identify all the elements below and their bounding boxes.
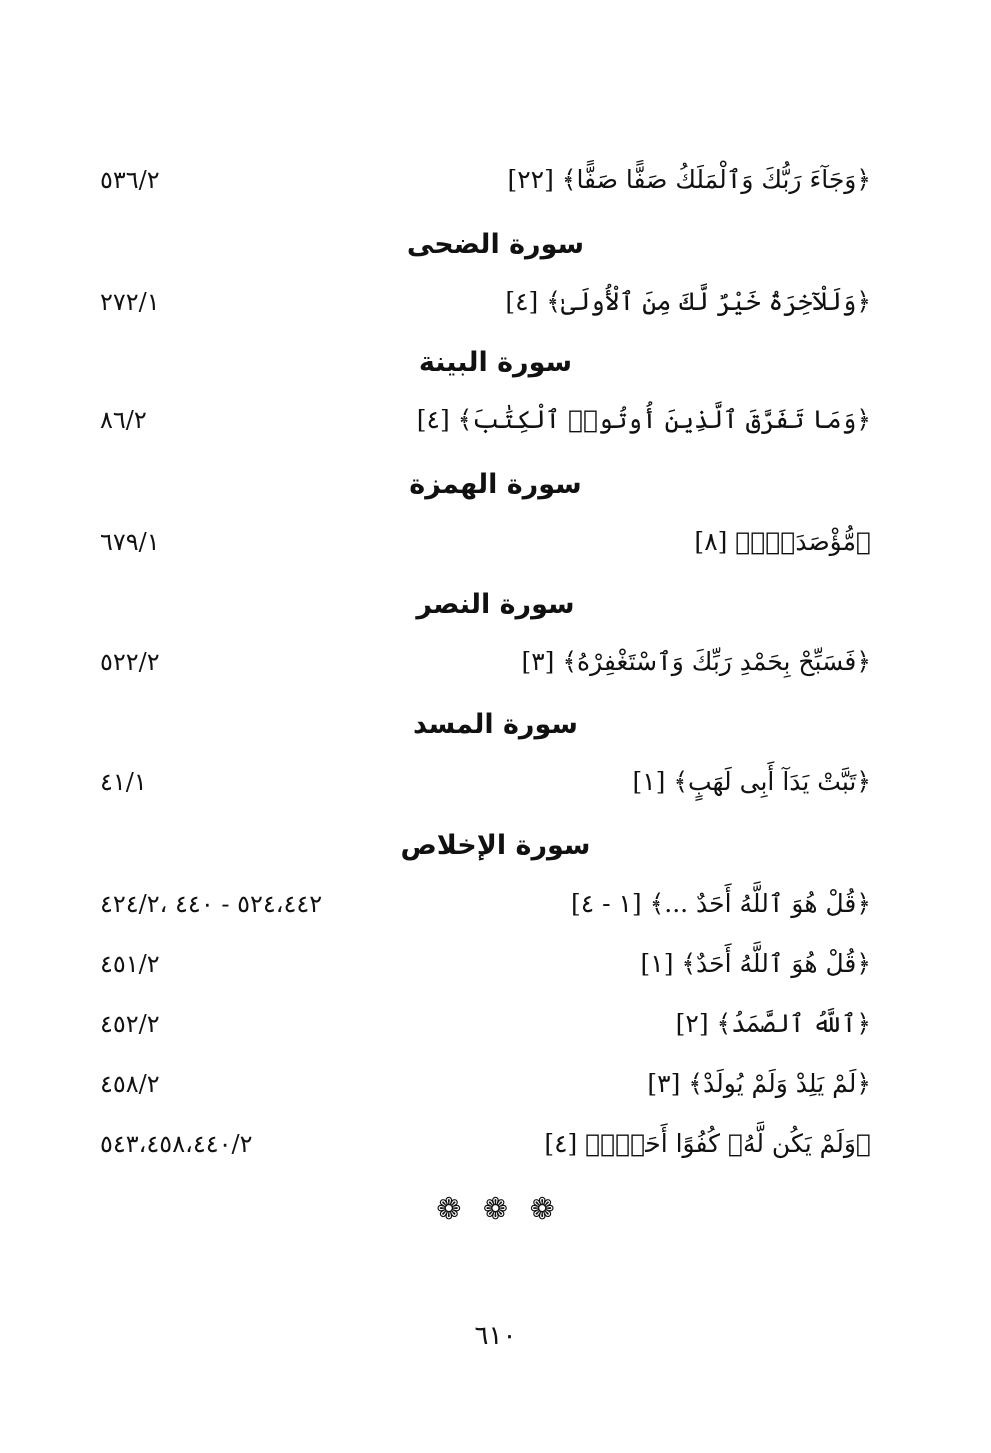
verse-entry <box>100 1064 871 1104</box>
verse-entry <box>100 1124 871 1164</box>
verse-entry <box>100 400 871 440</box>
verse-reference: ٨٦/٢ <box>100 406 147 434</box>
verse-text: ﴿قُلْ هُوَ ٱللَّهُ أَحَدٌ﴾ [١] <box>640 949 871 978</box>
verse-entry <box>100 1004 871 1044</box>
verse-reference: ٤٥٨/٢ <box>100 1070 160 1098</box>
surah-heading: سورة الهمزة <box>409 469 582 500</box>
verse-reference: ٦٧٩/١ <box>100 528 160 556</box>
verse-entry <box>100 160 871 200</box>
verse-reference: ٢٧٢/١ <box>100 288 160 316</box>
verse-entry <box>100 642 871 682</box>
section-end-ornaments <box>0 1192 991 1228</box>
verse-entry <box>100 522 871 562</box>
page-number: ٦١٠ <box>474 1321 517 1351</box>
verse-text: ﴿قُلْ هُوَ ٱللَّهُ أَحَدٌ ...﴾ [١ - ٤] <box>570 889 871 918</box>
verse-reference: ٤١/١ <box>100 768 147 796</box>
verse-reference: ٥٢٢/٢ <box>100 648 160 676</box>
verse-text: ﴿لَمْ يَلِدْ وَلَمْ يُولَدْ﴾ [٣] <box>647 1069 871 1098</box>
surah-heading: سورة المسد <box>413 709 578 740</box>
surah-heading: سورة الضحى <box>406 229 585 260</box>
verse-text: ﴿وَجَآءَ رَبُّكَ وَٱلْمَلَكُ صَفًّا صَفًّا﴾ [٢٢] <box>507 165 871 194</box>
verse-text: ﴿ٱللَّهُ ٱلصَّمَدُ﴾ [٢] <box>675 1009 871 1038</box>
verse-text: ﴿تَبَّتْ يَدَآ أَبِى لَهَبٍ﴾ [١] <box>632 767 871 796</box>
verse-reference: ٥٤٣،٤٥٨،٤٤٠/٢ <box>100 1130 253 1158</box>
verse-text: ﴿وَلَلْآخِرَةُ خَيْرٌ لَّكَ مِنَ ٱلْأُولَىٰ﴾ [٤] <box>505 287 871 316</box>
flower-ornament-icon: ❁ <box>529 1192 555 1227</box>
verse-entry <box>100 282 871 322</box>
surah-heading: سورة البينة <box>418 347 573 378</box>
verse-text: ﴿مُّؤْصَدَةٌۢ﴾ [٨] <box>694 527 871 556</box>
verse-entry <box>100 884 871 924</box>
verse-entry <box>100 944 871 984</box>
surah-heading: سورة الإخلاص <box>400 830 591 861</box>
flower-ornament-icon: ❁ <box>482 1192 509 1227</box>
verse-reference: ٤٥١/٢ <box>100 950 160 978</box>
flower-ornament-icon: ❁ <box>436 1192 462 1227</box>
verse-entry <box>100 762 871 802</box>
verse-text: ﴿وَمَا تَفَرَّقَ ٱلَّذِينَ أُوتُوا۟ ٱلْكِتَٰبَ﴾ [٤] <box>416 405 871 434</box>
verse-text: ﴿وَلَمْ يَكُن لَّهُۥ كُفُوًا أَحَدٌۢ﴾ [٤] <box>544 1129 871 1158</box>
verse-reference: ٤٥٢/٢ <box>100 1010 160 1038</box>
verse-reference: ٥٣٦/٢ <box>100 166 160 194</box>
surah-heading: سورة النصر <box>416 589 575 620</box>
verse-text: ﴿فَسَبِّحْ بِحَمْدِ رَبِّكَ وَٱسْتَغْفِرْهُ﴾ [٣] <box>521 647 871 676</box>
verse-reference: ٥٢٤،٤٤٢ - ٤٤٠ ،٤٢٤/٢ <box>100 890 323 918</box>
